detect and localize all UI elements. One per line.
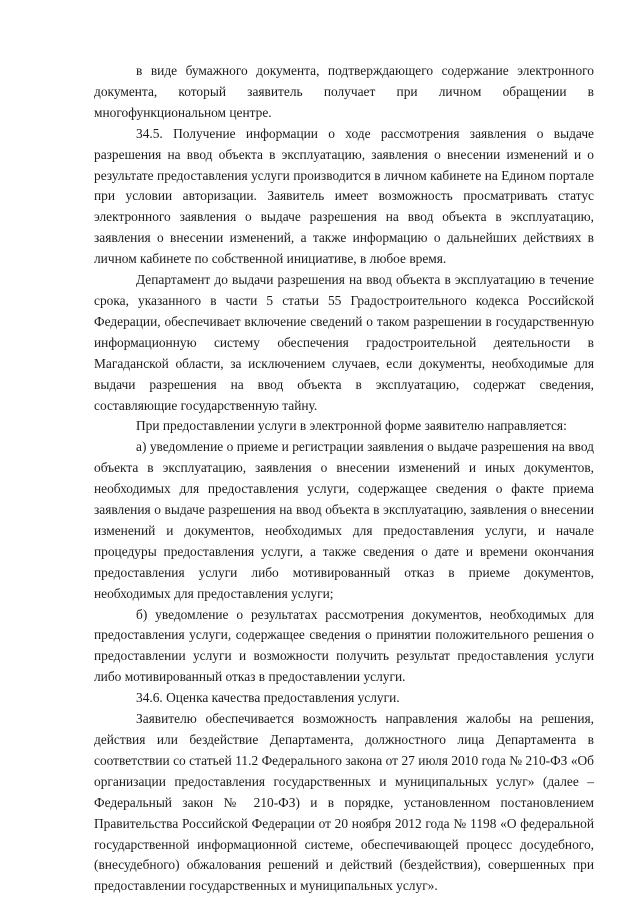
paragraph-department-registry: Департамент до выдачи разрешения на ввод объекта в эксплуатацию в течение срока, указанного в части 5 статьи 55 Градостроительного кодекса Российской Федерации, обеспечивает включение сведений о таком разрешении в государственную информационную систему обеспечения градостроительной деятельности в Магаданской области, за исключением случаев, если документы, необходимые для выдачи разрешения на ввод объекта в эксплуатацию, содержат сведения, составляющие государственную тайну.	[94, 272, 594, 413]
document-body	[94, 61, 594, 897]
paragraph-electronic-notice-intro: При предоставлении услуги в электронной форме заявителю направляется:	[136, 418, 567, 434]
paragraph-complaint-right: Заявителю обеспечивается возможность направления жалобы на решения, действия или бездействие Департамента, должностного лица Департамента в соответствии со статьей 11.2 Федерального закона от 27 июля 2010 года № 210-ФЗ «Об организации предоставления государственных и муниципальных услуг» (далее – Федеральный закон № 210-ФЗ) и в порядке, установленном постановлением Правительства Российской Федерации от 20 ноября 2012 года № 1198 «О федеральной государственной информационной системе, обеспечивающей процесс досудебного, (внесудебного) обжалования решений и действий (бездействия), совершенных при предоставлении государственных и муниципальных услуг».	[94, 711, 594, 894]
paragraph-item-b: б) уведомление о результатах рассмотрения документов, необходимых для предоставления услуги, содержащее сведения о принятии положительного решения о предоставлении услуги и возможности получить результат предоставления услуги либо мотивированный отказ в предоставлении услуги.	[94, 606, 594, 685]
paragraph-continuation: в виде бумажного документа, подтверждающего содержание электронного документа, который заявитель получает при личном обращении в многофункциональном центре.	[94, 63, 594, 120]
paragraph-item-a: а) уведомление о приеме и регистрации заявления о выдаче разрешения на ввод объекта в эксплуатацию, заявления о внесении изменений и иных документов, необходимых для предоставления услуги, содержащее сведения о факте приема заявления о выдаче разрешения на ввод объекта в эксплуатацию, заявления о внесении изменений и документов, необходимых для предоставления услуги, и начале процедуры предоставления услуги, а также сведения о дате и времени окончания предоставления услуги либо мотивированный отказ в приеме документов, необходимых для предоставления услуги;	[94, 439, 594, 601]
paragraph-34-5: 34.5. Получение информации о ходе рассмотрения заявления о выдаче разрешения на ввод объекта в эксплуатацию, заявления о внесении изменений и о результате предоставления услуги производится в личном кабинете на Едином портале при условии авторизации. Заявитель имеет возможность просматривать статус электронного заявления о выдаче разрешения на ввод объекта в эксплуатацию, заявления о внесении изменений, а также информацию о дальнейших действиях в личном кабинете по собственной инициативе, в любое время.	[94, 125, 594, 267]
paragraph-34-6: 34.6. Оценка качества предоставления услуги.	[136, 690, 400, 706]
